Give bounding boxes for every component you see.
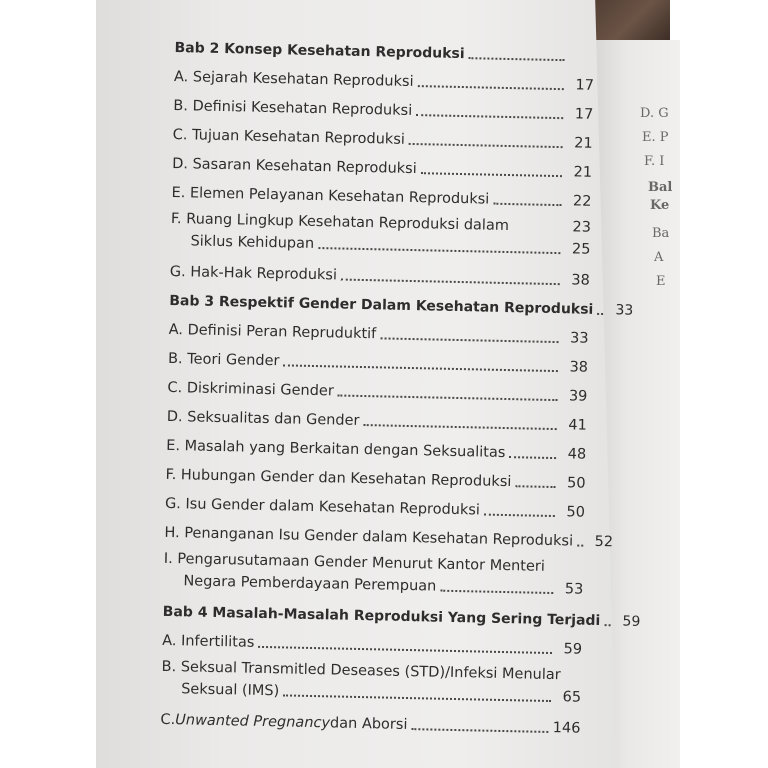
dot-leader bbox=[363, 424, 556, 430]
toc-entry-label: Bab 2 Konsep Kesehatan Reproduksi bbox=[174, 39, 465, 63]
back-page-line: Bal bbox=[648, 180, 673, 195]
toc-page-number: 59 bbox=[563, 641, 583, 658]
toc-page-number: 33 bbox=[615, 302, 634, 319]
toc-page-number: 41 bbox=[568, 417, 587, 434]
toc-page-number: 59 bbox=[622, 613, 641, 630]
dot-leader bbox=[409, 143, 563, 148]
dot-leader bbox=[318, 247, 560, 254]
toc-entry-label-prefix: C. bbox=[160, 711, 176, 729]
toc-entry-label: Bab 3 Respektif Gender Dalam Kesehatan Reproduksi bbox=[169, 292, 594, 318]
toc-page-number: 21 bbox=[574, 135, 593, 152]
dot-leader bbox=[493, 203, 561, 206]
toc-entry-label: Bab 4 Masalah-Masalah Reproduksi Yang Sering Terjadi bbox=[162, 603, 601, 630]
toc-page-number: 17 bbox=[575, 77, 595, 94]
toc-entry-label: F. Ruang Lingkup Kesehatan Reproduksi dalam bbox=[170, 210, 510, 235]
back-page-line: D. G bbox=[640, 106, 669, 121]
toc-entry-label: D. Seksualitas dan Gender bbox=[166, 408, 360, 429]
dot-leader bbox=[604, 624, 610, 626]
toc-page-number: 53 bbox=[564, 581, 584, 598]
dot-leader bbox=[416, 114, 563, 119]
toc-entry bbox=[170, 202, 591, 261]
toc-page-number: 50 bbox=[566, 475, 586, 492]
toc-page-number: 38 bbox=[571, 272, 590, 289]
toc-entry-label: G. Isu Gender dalam Kesehatan Reproduksi bbox=[164, 495, 481, 519]
toc-entry-label-continued: Negara Pemberdayaan Perempuan bbox=[183, 573, 437, 595]
toc-page-number: 52 bbox=[594, 533, 614, 551]
toc-page-number: 22 bbox=[572, 193, 592, 210]
toc-entry-label: E. Masalah yang Berkaitan dengan Seksualitas bbox=[166, 437, 506, 462]
dot-leader bbox=[440, 590, 553, 594]
toc-entry-label: A. Sejarah Kesehatan Reproduksi bbox=[173, 68, 414, 91]
toc-entry-label-suffix: dan Aborsi bbox=[329, 715, 408, 734]
toc-entry-label-continued: Siklus Kehidupan bbox=[190, 233, 315, 252]
toc-page-number: 39 bbox=[568, 388, 588, 405]
dot-leader bbox=[283, 694, 551, 702]
toc-entry-label: F. Hubungan Gender dan Kesehatan Reproduksi bbox=[165, 466, 512, 491]
back-page-line: Ke bbox=[650, 198, 670, 213]
toc-entry-label: D. Sasaran Kesehatan Reproduksi bbox=[171, 155, 417, 178]
dot-leader bbox=[341, 279, 560, 286]
toc-entry-label: B. Seksual Transmitled Deseases (STD)/Infeksi Menular bbox=[161, 658, 561, 684]
dot-leader bbox=[509, 456, 556, 459]
dot-leader bbox=[577, 545, 583, 547]
dot-leader bbox=[380, 337, 558, 343]
toc-entry-label: H. Penanganan Isu Gender dalam Kesehatan Reproduksi bbox=[164, 524, 574, 550]
toc-page-number: 146 bbox=[552, 720, 581, 737]
dot-leader bbox=[411, 728, 548, 733]
dot-leader bbox=[338, 394, 558, 401]
back-page-line: F. I bbox=[644, 154, 665, 169]
toc-entry-label: C. Tujuan Kesehatan Reproduksi bbox=[172, 126, 406, 148]
toc-page-number: 65 bbox=[562, 689, 582, 706]
table-of-contents bbox=[160, 28, 641, 738]
toc-entry-label: A. Definisi Peran Repruduktif bbox=[168, 321, 377, 343]
toc-page-number: 25 bbox=[571, 241, 591, 258]
toc-entry-label: B. Teori Gender bbox=[167, 350, 280, 370]
toc-page-number: 38 bbox=[569, 359, 589, 376]
toc-entry-label-italic: Unwanted Pregnancy bbox=[175, 712, 331, 732]
dot-leader bbox=[515, 485, 555, 488]
toc-page-number: 23 bbox=[572, 219, 592, 236]
toc-page-number: 50 bbox=[566, 504, 586, 521]
toc-entry-label: G. Hak-Hak Reproduksi bbox=[169, 263, 338, 284]
dot-leader bbox=[597, 313, 603, 315]
back-page-line: E bbox=[656, 274, 666, 289]
dot-leader bbox=[417, 85, 563, 90]
toc-page-number: 17 bbox=[574, 106, 594, 123]
toc-entry-label: C. Diskriminasi Gender bbox=[167, 379, 334, 400]
toc-page-number: 33 bbox=[569, 330, 589, 347]
toc-page-number: 48 bbox=[567, 446, 587, 463]
dot-leader bbox=[484, 514, 555, 517]
toc-entry bbox=[163, 542, 584, 601]
toc-entry-label-continued: Seksual (IMS) bbox=[180, 681, 280, 700]
dot-leader bbox=[469, 57, 565, 61]
back-page-line: E. P bbox=[642, 130, 669, 145]
toc-entry bbox=[161, 650, 582, 709]
dot-leader bbox=[421, 172, 562, 177]
toc-entry-label: E. Elemen Pelayanan Kesehatan Reproduksi bbox=[171, 184, 490, 208]
toc-page-number: 21 bbox=[573, 164, 593, 181]
toc-entry-label: I. Pengarusutamaan Gender Menurut Kantor Menteri bbox=[163, 550, 546, 575]
back-page-line: Ba bbox=[652, 226, 670, 241]
toc-entry-label: B. Definisi Kesehatan Reproduksi bbox=[173, 97, 413, 119]
toc-entry-label: A. Infertilitas bbox=[161, 632, 255, 651]
back-page-line: A bbox=[654, 250, 664, 265]
